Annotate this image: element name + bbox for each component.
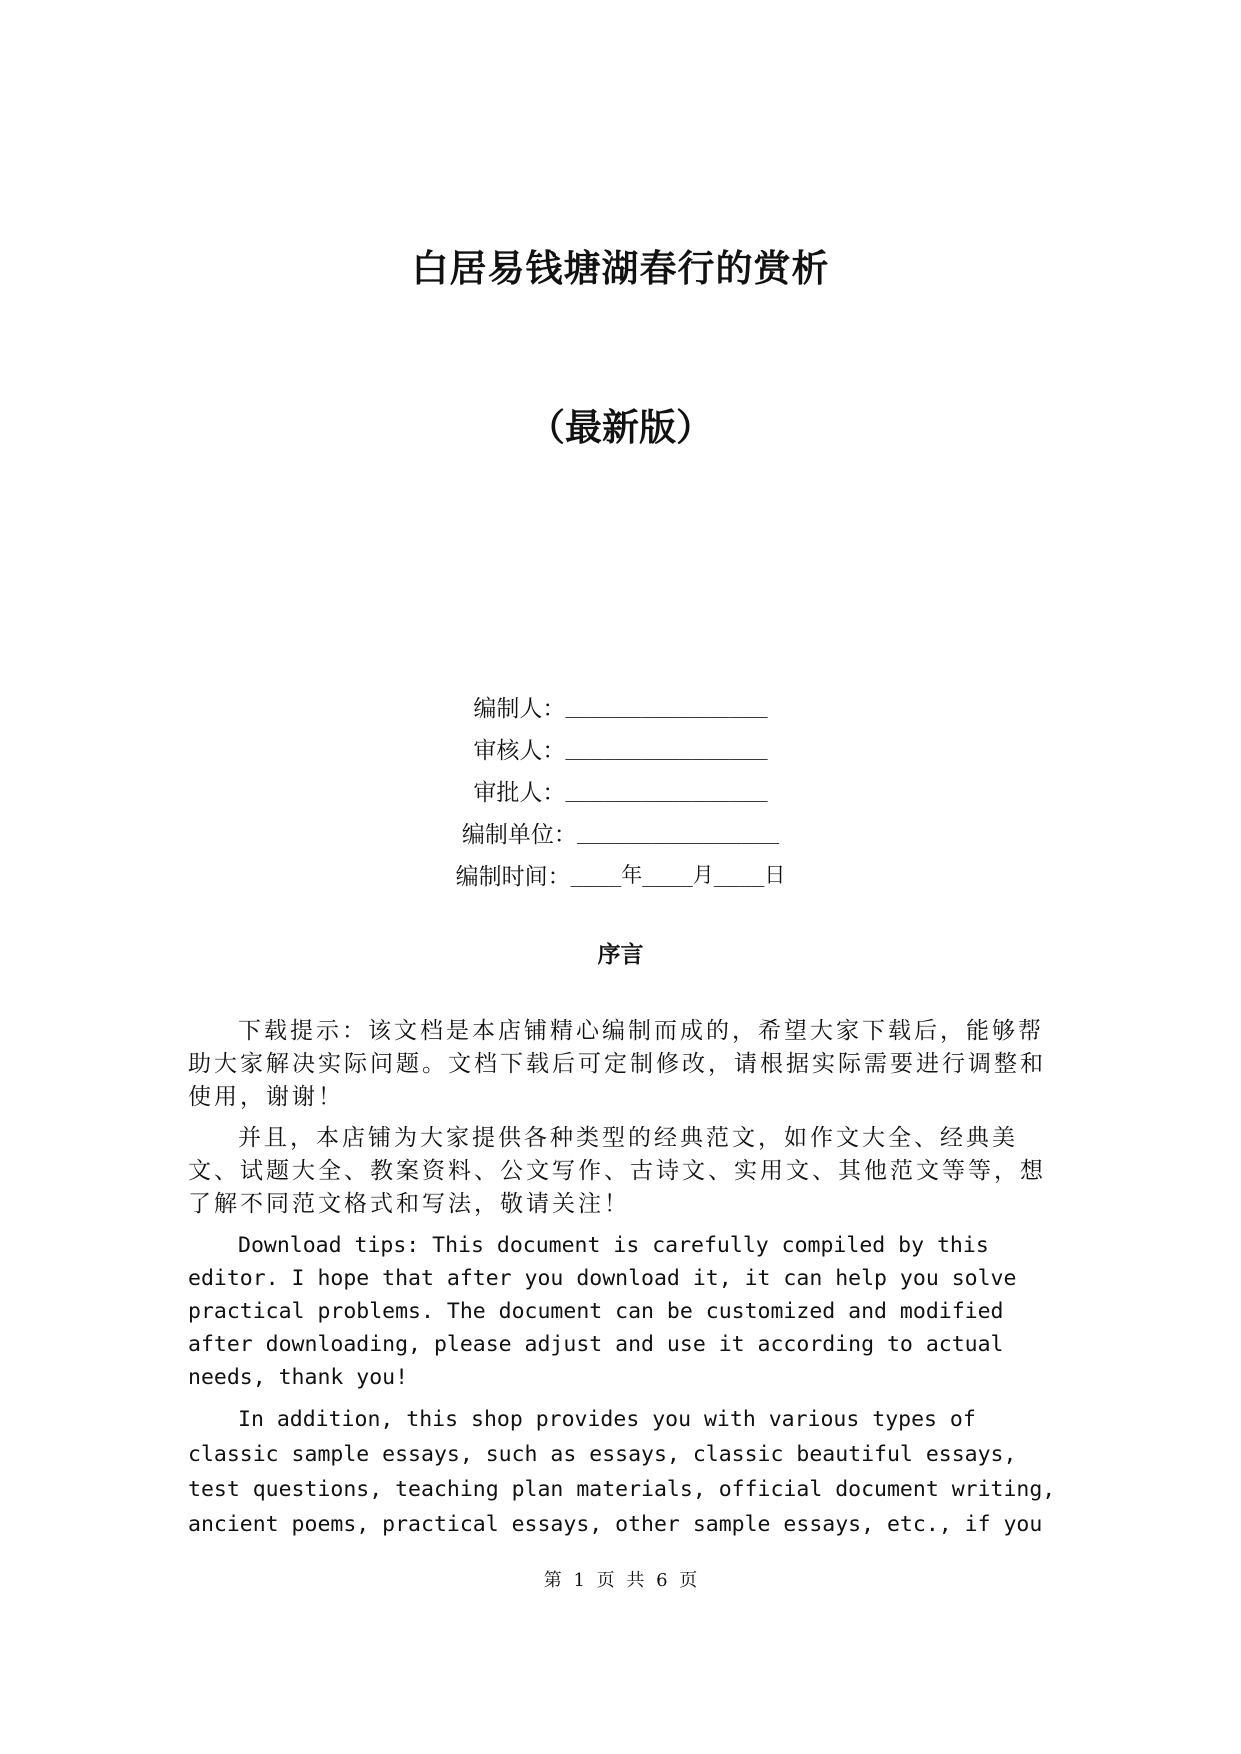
info-row-compiler: [0, 685, 1241, 727]
info-label: 编制人：: [473, 695, 566, 722]
info-date-blanks: ____年____月____日: [570, 863, 786, 887]
paragraph-shop-intro-cn: 并且，本店铺为大家提供各种类型的经典范文，如作文大全、经典美文、试题大全、教案资料、公文写作、古诗文、实用文、其他范文等等，想了解不同范文格式和写法，敬请关注！: [188, 1125, 1046, 1217]
info-blank-line: ________________: [565, 778, 768, 802]
info-blank-line: ________________: [565, 736, 768, 760]
paragraph-download-tips-en: Download tips: This document is carefully compiled by this editor. I hope that after you download it, it can help you solve practical problems. The document can be customized and modified after downloading, please adjust and use it according to actual needs, thank you!: [188, 1233, 1017, 1390]
info-row-unit: [0, 811, 1241, 853]
document-title: 白居易钱塘湖春行的赏析: [411, 247, 830, 290]
info-blank-line: ________________: [576, 820, 780, 844]
info-blank-line: ________________: [565, 694, 768, 718]
info-label: 编制时间：: [455, 863, 571, 890]
paragraph-shop-intro-en: In addition, this shop provides you with various types of classic sample essays, such as essays, classic beautiful essays, test questions, teaching plan materials, official document writing, ancient poems, practical essays, other sample essays, etc., if you: [188, 1407, 1056, 1537]
info-label: 审批人：: [473, 779, 566, 806]
info-label: 审核人：: [473, 737, 566, 764]
paragraph-download-tips-cn: 下载提示：该文档是本店铺精心编制而成的，希望大家下载后，能够帮助大家解决实际问题。文档下载后可定制修改，请根据实际需要进行调整和使用，谢谢！: [188, 1018, 1046, 1110]
info-row-reviewer: [0, 727, 1241, 769]
info-row-approver: [0, 769, 1241, 811]
document-subtitle: （最新版）: [528, 406, 713, 449]
preface-heading: 序言: [597, 942, 644, 968]
info-label: 编制单位：: [461, 821, 577, 848]
info-row-date: [0, 853, 1241, 895]
preface-body: [188, 1015, 1068, 1550]
signature-info-block: [0, 685, 1241, 895]
page-footer: 第 1 页 共 6 页: [543, 1570, 698, 1591]
